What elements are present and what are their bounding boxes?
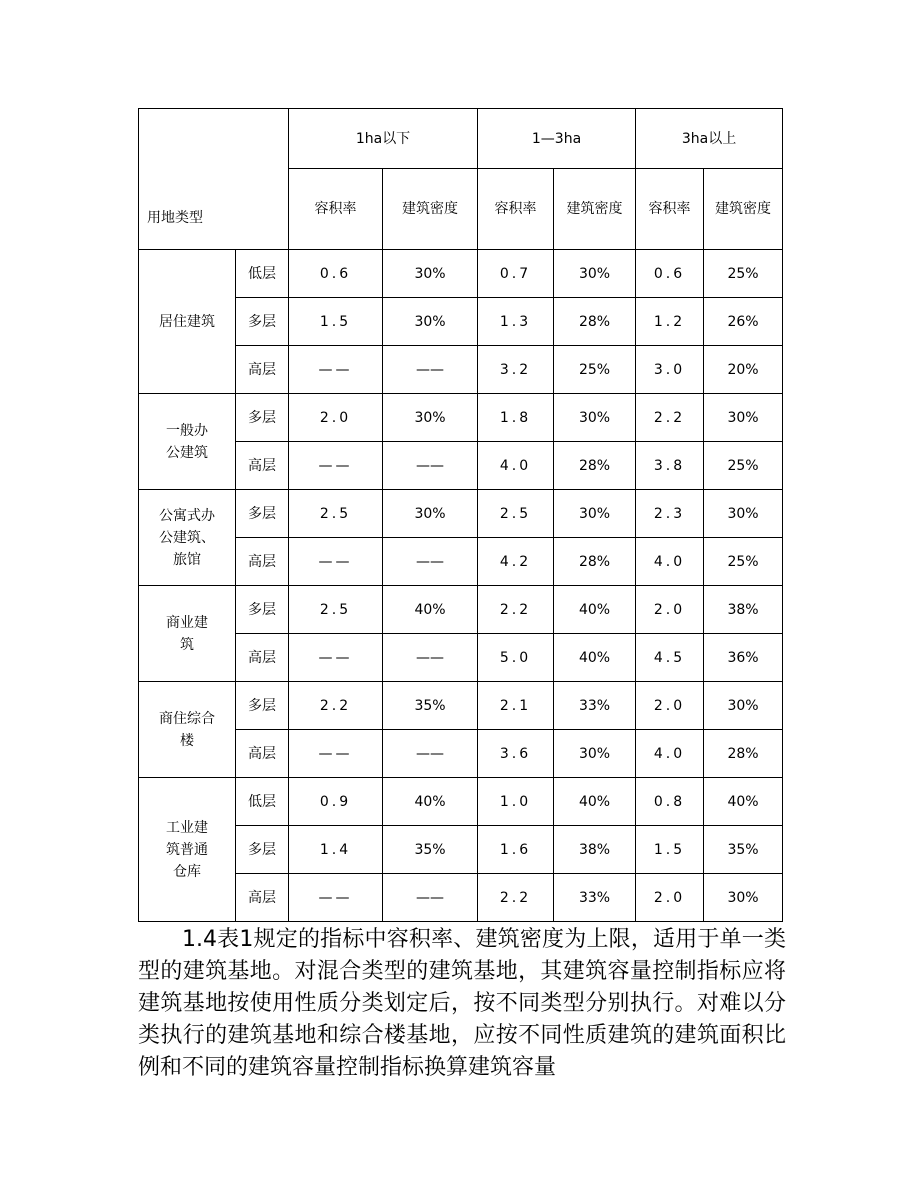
floor-level-cell: 多层 xyxy=(236,586,289,634)
building-density-cell: 40% xyxy=(554,778,636,826)
table-row xyxy=(139,634,783,682)
building-density-cell: 28% xyxy=(554,442,636,490)
area-group-header: 1—3ha xyxy=(478,109,636,169)
floor-area-ratio-cell: —— xyxy=(289,346,383,394)
building-density-cell: 38% xyxy=(554,826,636,874)
floor-area-ratio-cell: 2.5 xyxy=(289,490,383,538)
category-cell: 工业建筑普通仓库 xyxy=(139,778,236,922)
floor-level-cell: 低层 xyxy=(236,250,289,298)
building-density-cell: 30% xyxy=(554,730,636,778)
floor-level-cell: 多层 xyxy=(236,490,289,538)
floor-area-ratio-cell: 0.6 xyxy=(636,250,704,298)
category-cell: 一般办公建筑 xyxy=(139,394,236,490)
floor-area-ratio-cell: 2.2 xyxy=(289,682,383,730)
area-group-header: 3ha以上 xyxy=(636,109,783,169)
floor-area-ratio-cell: 2.1 xyxy=(478,682,554,730)
metric-header-far: 容积率 xyxy=(289,169,383,250)
building-density-cell: 25% xyxy=(704,250,783,298)
floor-level-cell: 高层 xyxy=(236,730,289,778)
building-density-cell: 40% xyxy=(383,778,478,826)
floor-area-ratio-cell: 0.7 xyxy=(478,250,554,298)
building-density-cell: —— xyxy=(383,538,478,586)
floor-area-ratio-cell: 4.0 xyxy=(636,730,704,778)
table-row xyxy=(139,538,783,586)
table-row xyxy=(139,394,783,442)
building-density-cell: 25% xyxy=(704,442,783,490)
floor-area-ratio-cell: 2.0 xyxy=(636,586,704,634)
table-row xyxy=(139,682,783,730)
floor-area-ratio-cell: 3.6 xyxy=(478,730,554,778)
building-density-cell: —— xyxy=(383,442,478,490)
building-density-cell: 36% xyxy=(704,634,783,682)
building-density-cell: 35% xyxy=(383,826,478,874)
floor-level-cell: 高层 xyxy=(236,538,289,586)
table-row xyxy=(139,250,783,298)
building-density-cell: 30% xyxy=(554,394,636,442)
building-density-cell: 30% xyxy=(554,490,636,538)
category-cell: 商业建筑 xyxy=(139,586,236,682)
metric-header-far: 容积率 xyxy=(636,169,704,250)
floor-level-cell: 高层 xyxy=(236,874,289,922)
floor-area-ratio-cell: —— xyxy=(289,634,383,682)
building-density-cell: 30% xyxy=(383,394,478,442)
floor-area-ratio-cell: 3.8 xyxy=(636,442,704,490)
building-density-cell: 28% xyxy=(554,298,636,346)
floor-area-ratio-cell: 4.2 xyxy=(478,538,554,586)
floor-area-ratio-cell: 1.0 xyxy=(478,778,554,826)
metric-header-density: 建筑密度 xyxy=(383,169,478,250)
building-capacity-table xyxy=(138,108,783,922)
floor-area-ratio-cell: —— xyxy=(289,442,383,490)
category-cell: 公寓式办公建筑、旅馆 xyxy=(139,490,236,586)
table-row xyxy=(139,490,783,538)
floor-level-cell: 高层 xyxy=(236,346,289,394)
floor-area-ratio-cell: 1.3 xyxy=(478,298,554,346)
building-density-cell: 30% xyxy=(383,298,478,346)
floor-area-ratio-cell: 2.5 xyxy=(289,586,383,634)
floor-level-cell: 多层 xyxy=(236,682,289,730)
table-row xyxy=(139,874,783,922)
floor-level-cell: 高层 xyxy=(236,634,289,682)
floor-area-ratio-cell: 0.6 xyxy=(289,250,383,298)
floor-area-ratio-cell: 1.5 xyxy=(636,826,704,874)
floor-area-ratio-cell: 5.0 xyxy=(478,634,554,682)
building-density-cell: 40% xyxy=(383,586,478,634)
floor-level-cell: 低层 xyxy=(236,778,289,826)
building-density-cell: 20% xyxy=(704,346,783,394)
floor-area-ratio-cell: 2.0 xyxy=(289,394,383,442)
floor-area-ratio-cell: 2.3 xyxy=(636,490,704,538)
building-density-cell: 28% xyxy=(704,730,783,778)
floor-area-ratio-cell: 1.4 xyxy=(289,826,383,874)
building-density-cell: 40% xyxy=(704,778,783,826)
building-density-cell: —— xyxy=(383,730,478,778)
building-density-cell: 26% xyxy=(704,298,783,346)
building-density-cell: 30% xyxy=(704,394,783,442)
floor-area-ratio-cell: 0.8 xyxy=(636,778,704,826)
floor-area-ratio-cell: 1.6 xyxy=(478,826,554,874)
land-use-type-header: 用地类型 xyxy=(139,109,289,250)
table-row xyxy=(139,778,783,826)
table-row xyxy=(139,442,783,490)
floor-area-ratio-cell: 0.9 xyxy=(289,778,383,826)
table-row xyxy=(139,730,783,778)
floor-area-ratio-cell: 1.2 xyxy=(636,298,704,346)
metric-header-density: 建筑密度 xyxy=(554,169,636,250)
floor-area-ratio-cell: 3.2 xyxy=(478,346,554,394)
floor-area-ratio-cell: 2.2 xyxy=(478,586,554,634)
floor-level-cell: 多层 xyxy=(236,394,289,442)
floor-area-ratio-cell: 1.5 xyxy=(289,298,383,346)
table-row xyxy=(139,586,783,634)
floor-level-cell: 多层 xyxy=(236,298,289,346)
building-density-cell: 35% xyxy=(383,682,478,730)
floor-area-ratio-cell: 4.5 xyxy=(636,634,704,682)
building-density-cell: 30% xyxy=(554,250,636,298)
building-density-cell: 38% xyxy=(704,586,783,634)
table-row xyxy=(139,298,783,346)
floor-area-ratio-cell: —— xyxy=(289,874,383,922)
building-density-cell: —— xyxy=(383,346,478,394)
floor-area-ratio-cell: 2.0 xyxy=(636,682,704,730)
building-density-cell: 30% xyxy=(383,490,478,538)
area-group-header: 1ha以下 xyxy=(289,109,478,169)
building-density-cell: 30% xyxy=(704,682,783,730)
building-density-cell: —— xyxy=(383,874,478,922)
floor-area-ratio-cell: 2.2 xyxy=(636,394,704,442)
building-density-cell: 40% xyxy=(554,634,636,682)
floor-area-ratio-cell: 2.5 xyxy=(478,490,554,538)
floor-area-ratio-cell: —— xyxy=(289,538,383,586)
floor-area-ratio-cell: 2.0 xyxy=(636,874,704,922)
floor-area-ratio-cell: 2.2 xyxy=(478,874,554,922)
body-paragraph: 1.4表1规定的指标中容积率、建筑密度为上限，适用于单一类型的建筑基地。对混合类型的建筑基地，其建筑容量控制指标应将建筑基地按使用性质分类划定后，按不同类型分别执行。对难以分类执行的建筑基地和综合楼基地，应按不同性质建筑的建筑面积比例和不同的建筑容量控制指标换算建筑容量 xyxy=(138,927,786,1080)
building-density-cell: 28% xyxy=(554,538,636,586)
building-density-cell: 30% xyxy=(383,250,478,298)
building-density-cell: —— xyxy=(383,634,478,682)
floor-level-cell: 多层 xyxy=(236,826,289,874)
building-density-cell: 30% xyxy=(704,490,783,538)
floor-level-cell: 高层 xyxy=(236,442,289,490)
category-cell: 居住建筑 xyxy=(139,250,236,394)
floor-area-ratio-cell: 1.8 xyxy=(478,394,554,442)
category-cell: 商住综合楼 xyxy=(139,682,236,778)
floor-area-ratio-cell: 4.0 xyxy=(478,442,554,490)
floor-area-ratio-cell: 4.0 xyxy=(636,538,704,586)
metric-header-density: 建筑密度 xyxy=(704,169,783,250)
building-density-cell: 33% xyxy=(554,682,636,730)
metric-header-far: 容积率 xyxy=(478,169,554,250)
building-density-cell: 33% xyxy=(554,874,636,922)
table-row xyxy=(139,346,783,394)
building-density-cell: 25% xyxy=(554,346,636,394)
building-density-cell: 30% xyxy=(704,874,783,922)
table-row xyxy=(139,826,783,874)
floor-area-ratio-cell: —— xyxy=(289,730,383,778)
floor-area-ratio-cell: 3.0 xyxy=(636,346,704,394)
building-density-cell: 40% xyxy=(554,586,636,634)
building-density-cell: 35% xyxy=(704,826,783,874)
building-density-cell: 25% xyxy=(704,538,783,586)
